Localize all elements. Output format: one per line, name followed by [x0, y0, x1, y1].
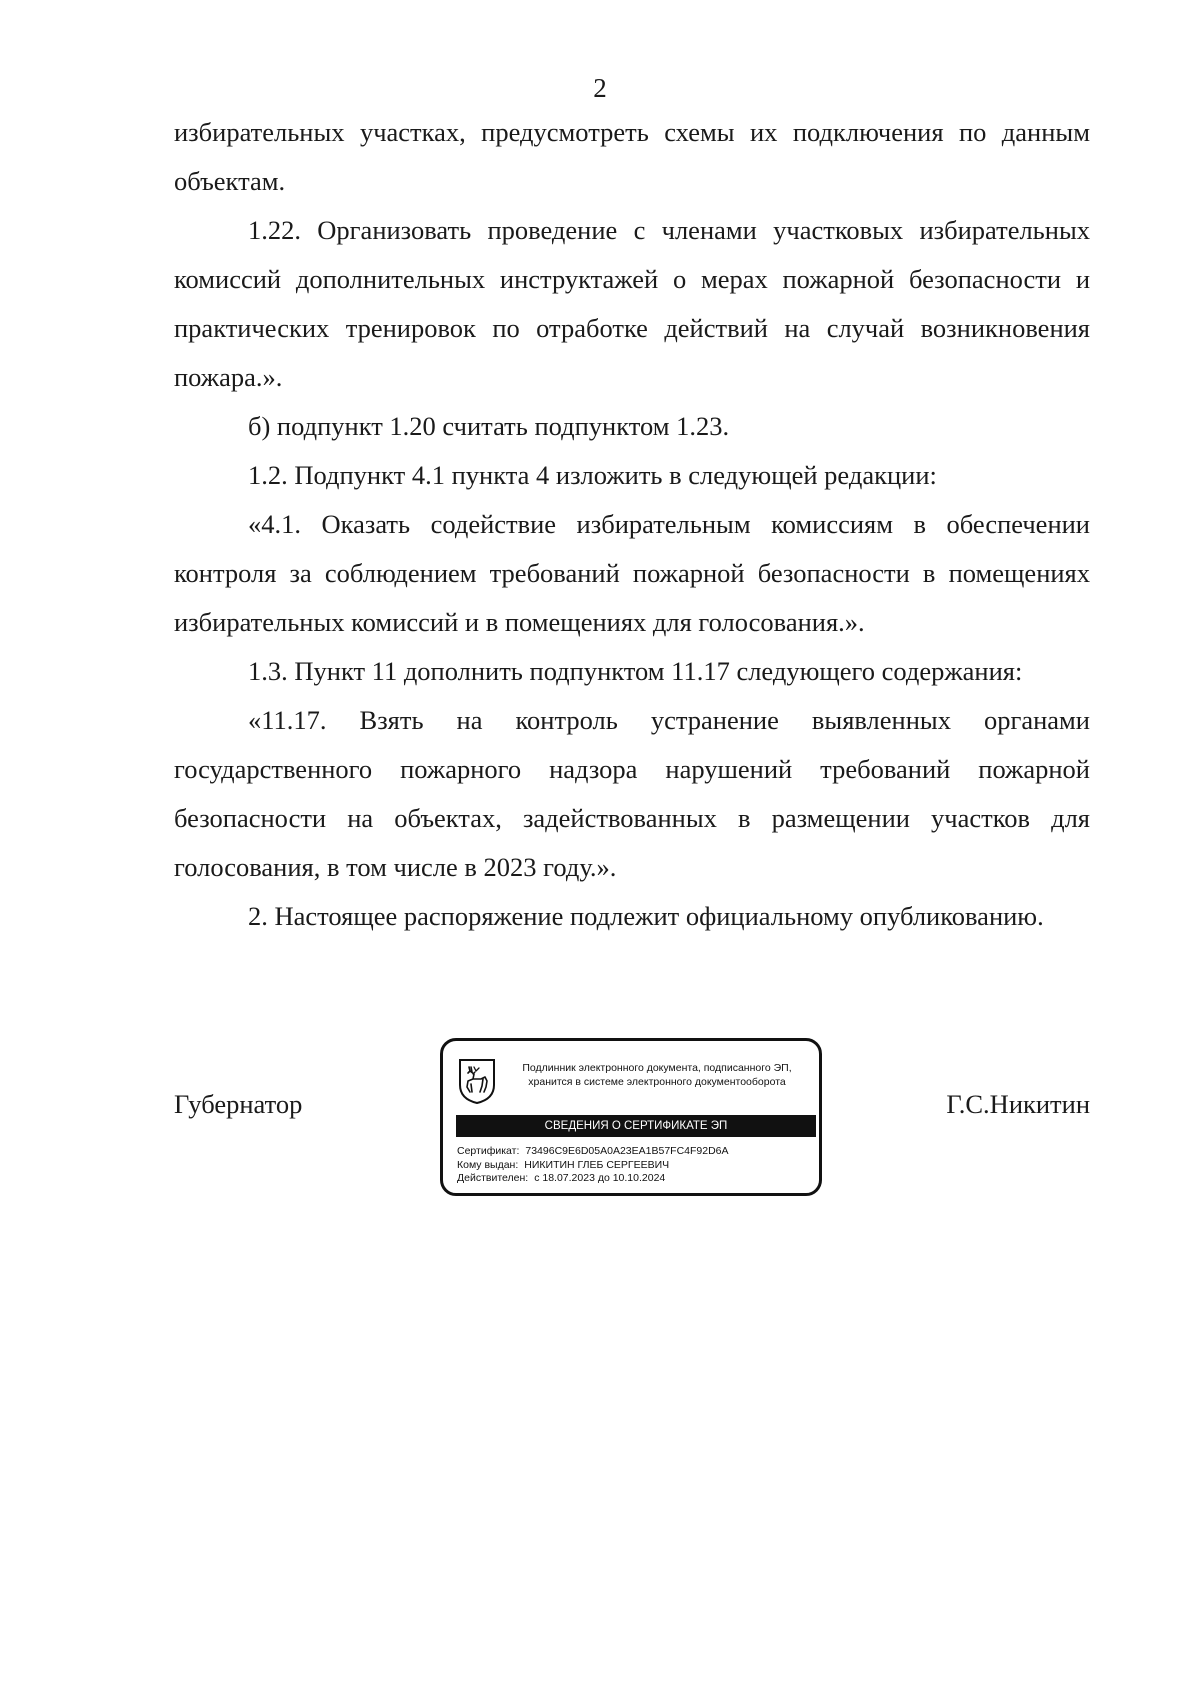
electronic-signature-stamp	[440, 1038, 822, 1196]
paragraph-11-17: «11.17. Взять на контроль устранение выявленных органами государственного пожарного надзора нарушений требований пожарной безопасности на объектах, задействованных в размещении участков для голосования, в том числе в 2023 году.».	[174, 705, 1090, 882]
issued-to-value: НИКИТИН ГЛЕБ СЕРГЕЕВИЧ	[524, 1158, 670, 1171]
validity-label: Действителен:	[457, 1172, 529, 1184]
paragraph-1-22: 1.22. Организовать проведение с членами участковых избирательных комиссий дополнительных инструктажей о мерах пожарной безопасности и практических тренировок по отработке действий на случай возникновения пожара.».	[174, 215, 1090, 392]
certificate-value: 73496C9E6D05A0A23EA1B57FC4F92D6A	[525, 1145, 729, 1157]
stamp-header-line-1: Подлинник электронного документа, подписанного ЭП,	[522, 1062, 792, 1074]
paragraph-2: 2. Настоящее распоряжение подлежит официальному опубликованию.	[248, 901, 1044, 931]
document-body	[174, 108, 1090, 941]
deer-coat-of-arms-icon	[457, 1057, 497, 1105]
validity-row	[457, 1172, 729, 1186]
signatory-position: Губернатор	[174, 1089, 303, 1119]
issued-to-label: Кому выдан:	[457, 1158, 519, 1171]
paragraph-1-2: 1.2. Подпункт 4.1 пункта 4 изложить в следующей редакции:	[248, 460, 937, 490]
paragraph-b: б) подпункт 1.20 считать подпунктом 1.23.	[248, 411, 730, 441]
certificate-row	[457, 1145, 729, 1159]
certificate-details	[457, 1145, 729, 1186]
stamp-header	[499, 1061, 815, 1089]
paragraph-4-1: «4.1. Оказать содействие избирательным комиссиям в обеспечении контроля за соблюдением требований пожарной безопасности в помещениях избирательных комиссий и в помещениях для голосования.».	[174, 509, 1090, 637]
validity-value: с 18.07.2023 до 10.10.2024	[534, 1172, 666, 1184]
paragraph-continuation: избирательных участках, предусмотреть схемы их подключения по данным объектам.	[174, 117, 1090, 196]
signatory-name: Г.С.Никитин	[946, 1089, 1090, 1119]
certificate-label: Сертификат:	[457, 1145, 520, 1157]
certificate-info-bar: СВЕДЕНИЯ О СЕРТИФИКАТЕ ЭП	[456, 1115, 816, 1137]
issued-to-row	[457, 1159, 729, 1173]
page-number: 2	[593, 73, 607, 103]
paragraph-1-3: 1.3. Пункт 11 дополнить подпунктом 11.17 следующего содержания:	[248, 656, 1023, 686]
stamp-header-line-2: хранится в системе электронного документооборота	[528, 1076, 786, 1088]
